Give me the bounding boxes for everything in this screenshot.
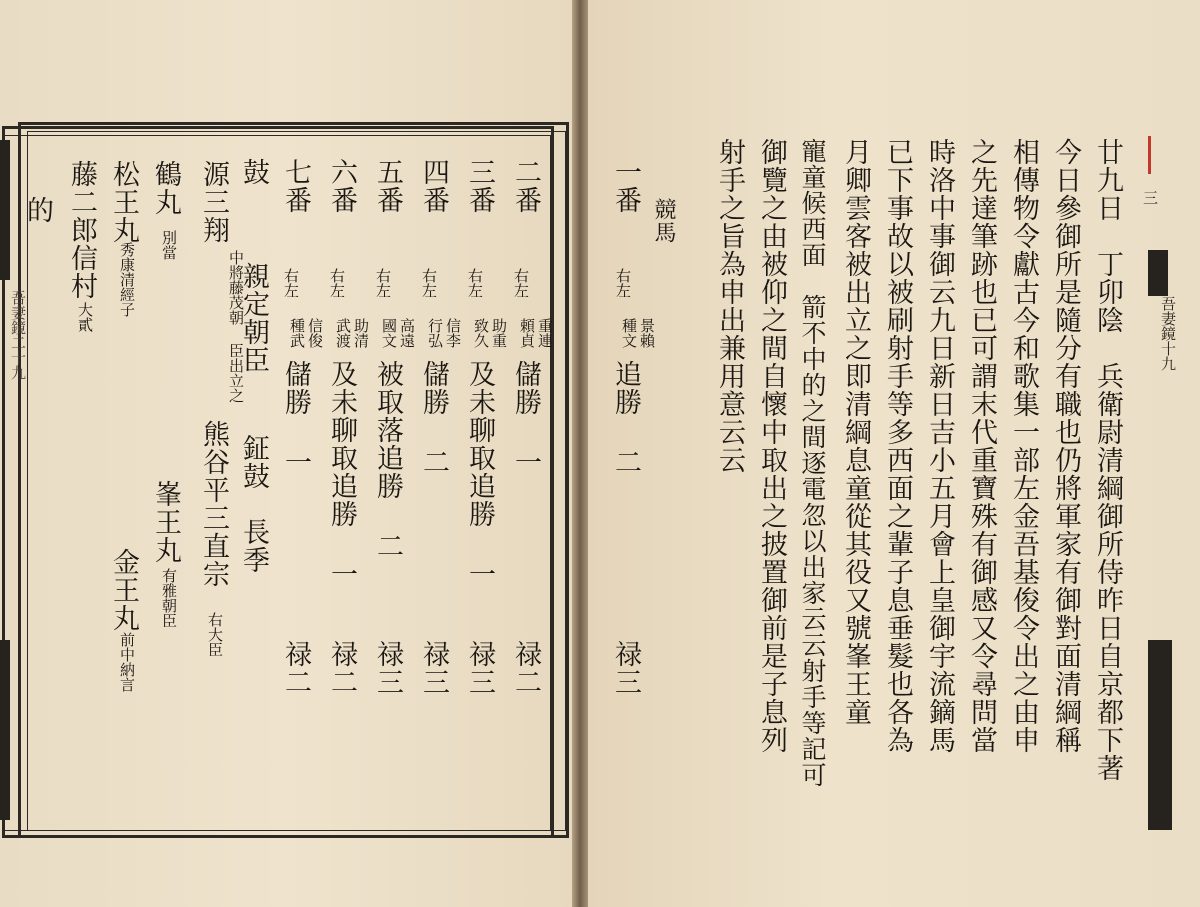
left-col-7-tail: 鉦鼓 長季 [238,434,269,574]
left-col-4-score: 禄三 [372,640,403,696]
left-col-6-score: 禄二 [280,640,311,696]
left-col-1-name-a: 重連 [536,318,554,348]
left-col-3-score: 禄三 [418,640,449,696]
right-col-2: 今日參御所是隨分有職也仍將軍家有御對面清綱稱 [1050,138,1081,754]
left-col-1-lr: 右左 [512,268,530,298]
left-col-4-name-a: 高遠 [398,318,416,348]
right-edge-block-bottom [1148,640,1172,830]
left-col-1-name-b: 頼貞 [518,318,536,348]
left-col-3-tail: 儲勝 二 [418,360,449,476]
left-col-5-head: 六番 [326,158,357,214]
race-title: 競馬 [651,198,676,244]
right-col-7: 月卿雲客被出立之即清綱息童從其役又號峯王童 [840,138,871,726]
left-col-1-head: 二番 [510,158,541,214]
left-col-5-tail: 及未聊取追勝 一 [326,360,357,588]
left-col-4-tail: 被取落追勝 二 [372,360,403,560]
left-col-5-lr: 右左 [328,268,346,298]
right-col-4: 之先達筆跡也已可謂末代重寶殊有御感又令尋問當 [966,138,997,754]
left-col-2-name-a: 助重 [490,318,508,348]
right-col-8: 寵童候西面 箭不中的之間逐電忽以出家云云射手等記可 [798,138,827,788]
right-header-label: 吾妻鏡十九 [1159,296,1177,371]
left-col-5-name-a: 助清 [352,318,370,348]
race-score: 禄三 [610,640,641,696]
left-col-1-tail: 儲勝 一 [510,360,541,476]
race-head: 一番 [610,158,641,214]
left-col-2-tail: 及未聊取追勝 一 [464,360,495,588]
left-col-6-tail: 儲勝 一 [280,360,311,476]
left-col-3-name-a: 信李 [444,318,462,348]
left-col-3-head: 四番 [418,158,449,214]
left-col-6-name-b: 種武 [288,318,306,348]
right-col-6: 已下事故以被刷射手等多西面之輩子息垂髮也各為 [882,138,913,754]
right-col-1: 廿九日 丁卯陰 兵衛尉清綱御所侍昨日自京都下著 [1092,138,1123,782]
left-col-3-name-b: 行弘 [426,318,444,348]
left-col-8-small: 中將藤茂朝 臣出立之 [227,250,245,403]
left-col-3-lr: 右左 [420,268,438,298]
left-edge-block-2 [0,640,10,820]
left-col-2-name-b: 致久 [472,318,490,348]
left-col-2-lr: 右左 [466,268,484,298]
left-col-11-small: 大貳 [76,302,94,332]
right-col-3: 相傳物令獻古今和歌集一部左金吾基俊令出之由申 [1008,138,1039,754]
right-col-5: 時洛中事御云九日新日吉小五月會上皇御宇流鏑馬 [924,138,955,754]
left-col-1-score: 禄二 [510,640,541,696]
left-col-6-name-a: 信俊 [306,318,324,348]
left-col-9-note: 有雅朝臣 [160,568,178,628]
left-col-9-mid: 峯王丸 [150,480,181,564]
left-col-10-head: 松王丸 [108,160,139,244]
left-col-10-note: 前中納言 [118,632,136,692]
right-edge-block-top [1148,250,1168,296]
left-col-7-body: 親定朝臣 [238,262,269,374]
race-tail: 追勝 二 [610,360,641,476]
right-col-10: 射手之旨為申出兼用意云云 [714,138,745,474]
left-col-8-head: 源三翔 [198,160,229,244]
left-col-10-small: 秀康清經子 [118,242,136,317]
left-col-4-head: 五番 [372,158,403,214]
left-col-8-note: 右大臣 [206,612,224,657]
left-col-10-mid: 金王丸 [108,548,139,632]
left-col-7-head: 鼓 [238,158,269,186]
left-col-4-lr: 右左 [374,268,392,298]
race-name-a: 景賴 [638,318,656,348]
left-col-6-lr: 右左 [282,268,300,298]
left-col-6-head: 七番 [280,158,311,214]
left-col-2-score: 禄三 [464,640,495,696]
left-col-9-head: 鶴丸 [150,160,181,216]
left-col-5-name-b: 武渡 [334,318,352,348]
left-col-2-head: 三番 [464,158,495,214]
book-gutter [572,0,588,907]
red-margin-mark [1148,136,1151,174]
left-col-8-mid: 熊谷平三直宗 [198,420,229,588]
left-col-9-small: 別當 [160,230,178,260]
left-edge-block [0,140,10,280]
left-col-12-head: 的 [22,196,53,224]
left-col-5-score: 禄二 [326,640,357,696]
right-page-number: 三 [1141,190,1159,205]
left-col-4-name-b: 國文 [380,318,398,348]
left-edge-label: 吾妻鏡二十九 [9,290,27,380]
race-lr: 右左 [614,268,632,298]
right-col-9: 御覽之由被仰之間自懷中取出之披置御前是子息列 [756,138,787,754]
left-col-11-head: 藤二郎信村 [66,160,97,300]
race-name-b: 種文 [620,318,638,348]
